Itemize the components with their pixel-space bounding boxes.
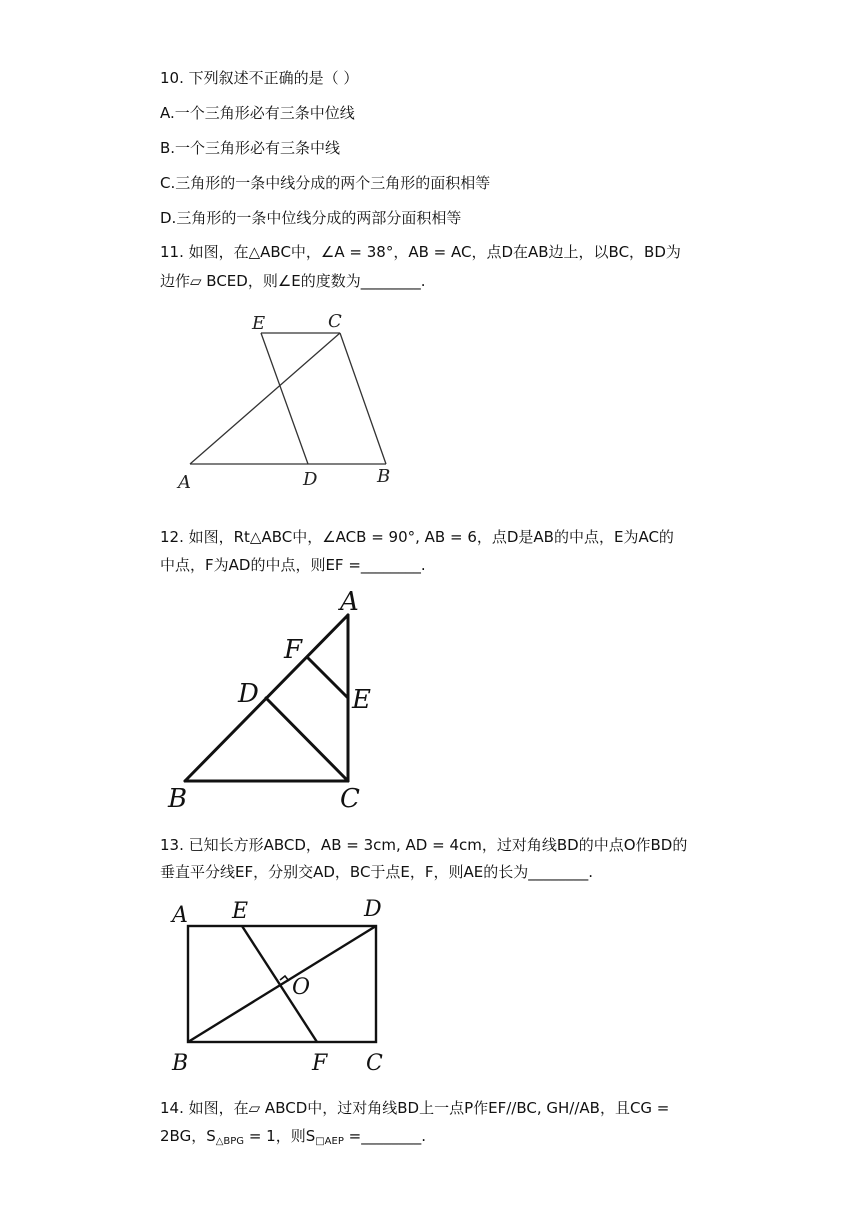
label-a: A [340,587,359,617]
q14-line2-part-a: 2BG，S [160,1127,216,1145]
label-d: D [238,679,259,709]
label-e: E [352,685,371,715]
q14-line1: 14. 如图，在▱ ABCD中，过对角线BD上一点P作EF//BC, GH//AB，且CG = [160,1099,670,1117]
label-e: E [252,313,266,334]
q10-option-b: B.一个三角形必有三条中线 [160,139,341,157]
q10-option-d: D.三角形的一条中位线分成的两部分面积相等 [160,209,462,227]
label-a: A [172,903,188,928]
q11-line1: 11. 如图，在△ABC中，∠A = 38°，AB = AC，点D在AB边上，以BC，BD为 [160,243,681,261]
q10-option-c: C.三角形的一条中线分成的两个三角形的面积相等 [160,174,491,192]
line-fe [307,657,348,698]
q12-line1: 12. 如图，Rt△ABC中，∠ACB = 90°, AB = 6，点D是AB的中点，E为AC的 [160,528,674,546]
q14-subscript-aep: □AEP [315,1136,344,1147]
q13-figure [160,890,420,1080]
q13-line2: 垂直平分线EF，分别交AD，BC于点E，F，则AE的长为________. [160,863,594,881]
line-dc [266,698,348,781]
q12-line2: 中点，F为AD的中点，则EF =________. [160,556,426,574]
q14-line2 [160,1126,426,1152]
label-e: E [232,899,249,924]
line-ac [190,333,340,464]
q11-line2: 边作▱ BCED，则∠E的度数为________. [160,272,426,290]
q13-line1: 13. 已知长方形ABCD，AB = 3cm, AD = 4cm，过对角线BD的中点O作BD的 [160,836,688,854]
q10-option-a: A.一个三角形必有三条中位线 [160,104,355,122]
label-c: C [340,784,360,814]
line-ed [261,333,308,464]
q11-figure [160,300,420,500]
label-d: D [303,469,318,490]
q14-line2-part-b: = 1，则S [244,1127,316,1145]
label-c: C [328,311,342,332]
q14-subscript-bpg: △BPG [215,1136,245,1147]
label-b: B [377,466,391,487]
label-b: B [172,1051,189,1076]
label-c: C [366,1051,383,1076]
line-cb [340,333,386,464]
label-a: A [178,472,191,493]
label-b: B [168,784,188,814]
q12-figure [160,585,420,815]
label-o: O [292,975,311,1000]
q10-stem: 10. 下列叙述不正确的是（ ） [160,69,359,87]
label-f: F [312,1051,328,1076]
q14-line2-part-c: =________. [343,1127,426,1145]
right-angle-mark [280,976,289,981]
label-d: D [364,897,382,922]
label-f: F [284,635,303,665]
line-bd [188,926,376,1042]
